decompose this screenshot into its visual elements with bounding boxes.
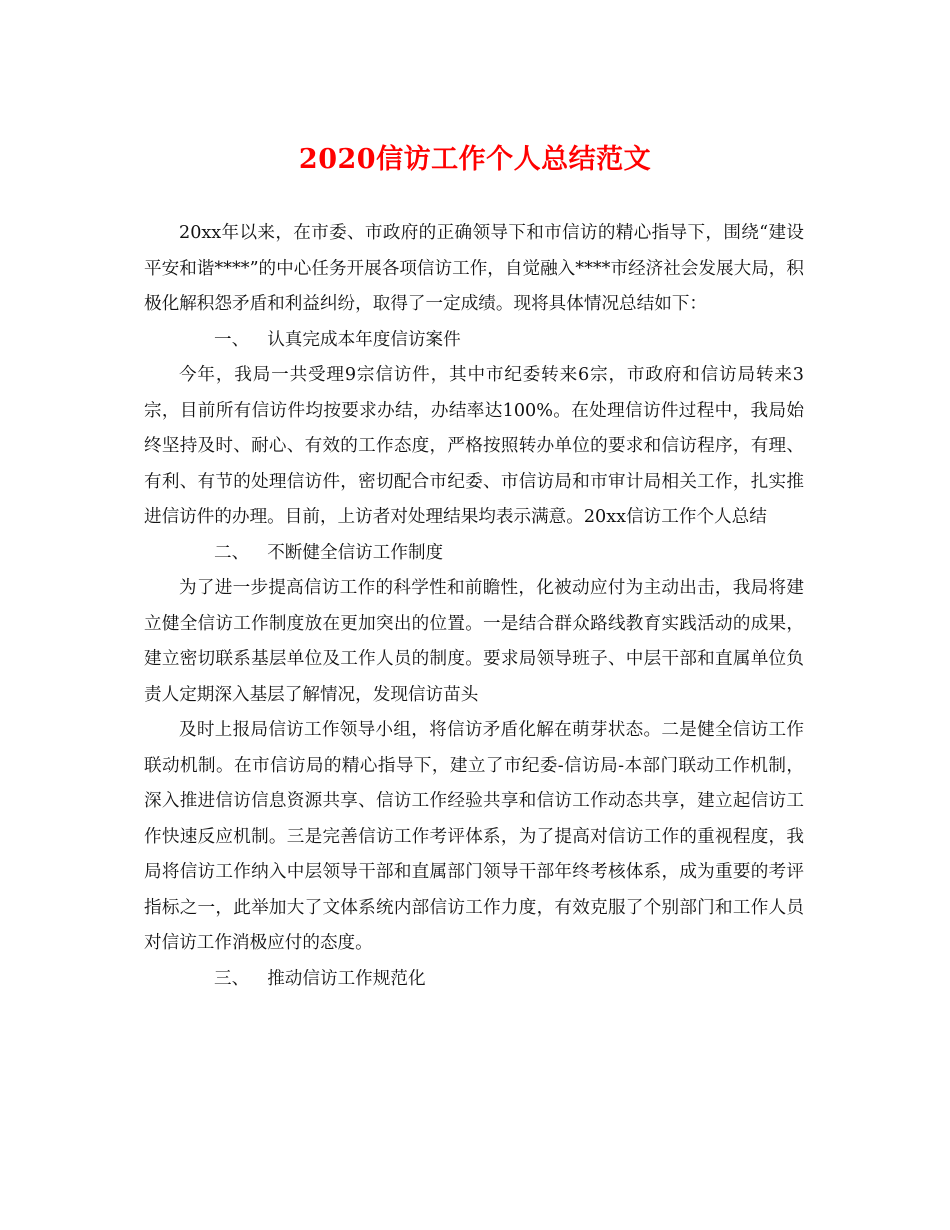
section-number: 三、 xyxy=(214,968,250,989)
section-heading-text: 不断健全信访工作制度 xyxy=(267,542,444,563)
section-number: 一、 xyxy=(214,329,250,350)
section-heading-2 xyxy=(144,536,804,572)
document-title: 2020信访工作个人总结范文 xyxy=(298,144,652,175)
section-heading-text: 推动信访工作规范化 xyxy=(267,968,426,989)
section-heading-text: 认真完成本年度信访案件 xyxy=(267,329,461,350)
intro-paragraph: 20xx年以来，在市委、市政府的正确领导下和市信访的精心指导下，围绕“建设平安和谐****”的中心任务开展各项信访工作，自觉融入****市经济社会发展大局，积极化解积怨矛盾和利益纠纷，取得了一定成绩。现将具体情况总结如下： xyxy=(144,223,804,314)
section-heading-1 xyxy=(144,323,804,359)
body-paragraph: 今年，我局一共受理9宗信访件，其中市纪委转来6宗，市政府和信访局转来3宗，目前所有信访件均按要求办结，办结率达100%。在处理信访件过程中，我局始终坚持及时、耐心、有效的工作态度，严格按照转办单位的要求和信访程序，有理、有利、有节的处理信访件，密切配合市纪委、市信访局和市审计局相关工作，扎实推进信访件的办理。目前，上访者对处理结果均表示满意。20xx信访工作个人总结 xyxy=(144,365,804,527)
body-paragraph: 为了进一步提高信访工作的科学性和前瞻性，化被动应付为主动出击，我局将建立健全信访工作制度放在更加突出的位置。一是结合群众路线教育实践活动的成果，建立密切联系基层单位及工作人员的制度。要求局领导班子、中层干部和直属单位负责人定期深入基层了解情况，发现信访苗头 xyxy=(144,578,804,705)
section-heading-3 xyxy=(144,962,804,998)
document-body xyxy=(144,216,804,997)
section-number: 二、 xyxy=(214,542,250,563)
body-paragraph: 及时上报局信访工作领导小组，将信访矛盾化解在萌芽状态。二是健全信访工作联动机制。在市信访局的精心指导下，建立了市纪委-信访局-本部门联动工作机制，深入推进信访信息资源共享、信访工作经验共享和信访工作动态共享，建立起信访工作快速反应机制。三是完善信访工作考评体系，为了提高对信访工作的重视程度，我局将信访工作纳入中层领导干部和直属部门领导干部年终考核体系，成为重要的考评指标之一，此举加大了文体系统内部信访工作力度，有效克服了个别部门和工作人员对信访工作消极应付的态度。 xyxy=(144,720,804,953)
